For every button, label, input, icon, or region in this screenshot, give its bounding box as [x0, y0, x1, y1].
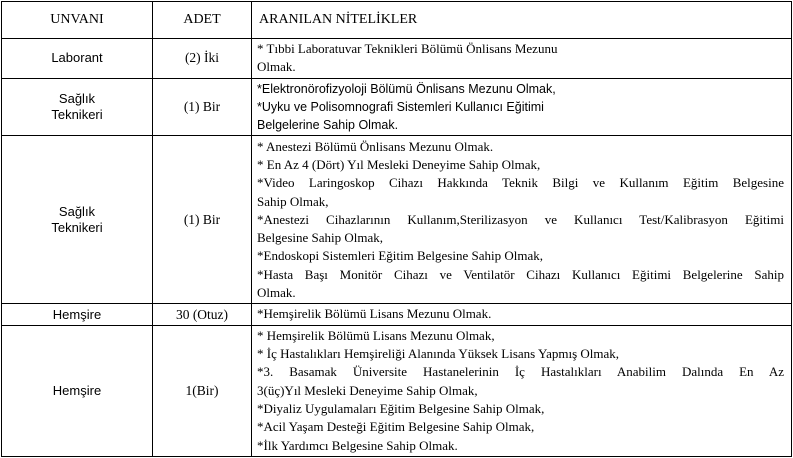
requirement-line: *3. Basamak Üniversite Hastanelerinin İç Hastalıkları Anabilim Dalında En Az	[257, 364, 784, 380]
requirement-line: *Video Laringoskop Cihazı Hakkında Teknik Bilgi ve Kullanım Eğitim Belgesine	[257, 175, 784, 191]
requirement-line: *Hasta Başı Monitör Cihazı ve Ventilatör Cihazı Kullanıcı Eğitimi Belgelerine Sahip	[257, 266, 784, 282]
table-row	[2, 39, 792, 79]
header-count: ADET	[153, 2, 252, 39]
position-title	[2, 136, 153, 304]
requirement-line: *Diyaliz Uygulamaları Eğitim Belgesine Sahip Olmak,	[257, 400, 545, 416]
requirements-cell	[252, 304, 792, 325]
position-title-line: Teknikeri	[51, 107, 103, 123]
table-row	[2, 78, 792, 136]
requirements-cell	[252, 325, 792, 456]
requirement-line: * Hemşirelik Bölümü Lisans Mezunu Olmak,	[257, 327, 495, 343]
requirements-cell	[252, 136, 792, 304]
position-title-line: Sağlık	[58, 203, 96, 219]
requirement-line: *İlk Yardımcı Belgesine Sahip Olmak.	[257, 437, 458, 453]
table-row	[2, 304, 792, 325]
requirement-line: *Uyku ve Polisomnografi Sistemleri Kullanıcı Eğitimi	[257, 99, 544, 114]
positions-table	[1, 1, 792, 457]
position-count: (1) Bir	[153, 78, 252, 136]
position-title: Laborant	[2, 39, 153, 79]
table-row	[2, 136, 792, 304]
requirement-line: Belgelerine Sahip Olmak.	[257, 118, 399, 133]
position-count: 1(Bir)	[153, 325, 252, 456]
requirement-line: *Hemşirelik Bölümü Lisans Mezunu Olmak.	[257, 306, 492, 322]
requirement-line: * Tıbbi Laboratuvar Teknikleri Bölümü Önlisans Mezunu	[257, 41, 558, 56]
requirement-line: *Endoskopi Sistemleri Eğitim Belgesine Sahip Olmak,	[257, 248, 543, 264]
requirement-line: Sahip Olmak,	[257, 193, 329, 209]
position-count: (1) Bir	[153, 136, 252, 304]
requirement-line: * En Az 4 (Dört) Yıl Mesleki Deneyime Sahip Olmak,	[257, 156, 541, 172]
requirement-line: Olmak.	[257, 59, 296, 75]
requirement-line: * İç Hastalıkları Hemşireliği Alanında Yüksek Lisans Yapmış Olmak,	[257, 346, 620, 362]
position-count: 30 (Otuz)	[153, 304, 252, 325]
requirement-line: Belgesine Sahip Olmak,	[257, 230, 384, 246]
requirement-line: * Anestezi Bölümü Önlisans Mezunu Olmak.	[257, 138, 494, 154]
position-count: (2) İki	[153, 39, 252, 79]
position-title-line: Teknikeri	[51, 219, 103, 235]
requirements-cell	[252, 78, 792, 136]
table-header-row	[2, 2, 792, 39]
requirement-line: *Acil Yaşam Desteği Eğitim Belgesine Sahip Olmak,	[257, 419, 535, 435]
position-title: Hemşire	[2, 325, 153, 456]
requirements-cell	[252, 39, 792, 79]
requirement-line: *Elektronörofizyoloji Bölümü Önlisans Mezunu Olmak,	[257, 81, 556, 96]
header-title: UNVANI	[2, 2, 153, 39]
position-title-line: Sağlık	[58, 91, 96, 107]
position-title: Hemşire	[2, 304, 153, 325]
requirement-line: Olmak.	[257, 285, 296, 301]
position-title	[2, 78, 153, 136]
requirement-line: *Anestezi Cihazlarının Kullanım,Sterilizasyon ve Kullanıcı Test/Kalibrasyon Eğitimi	[257, 211, 784, 227]
table-row	[2, 325, 792, 456]
header-requirements: ARANILAN NİTELİKLER	[252, 2, 792, 39]
requirement-line: 3(üç)Yıl Mesleki Deneyime Sahip Olmak,	[257, 382, 478, 398]
